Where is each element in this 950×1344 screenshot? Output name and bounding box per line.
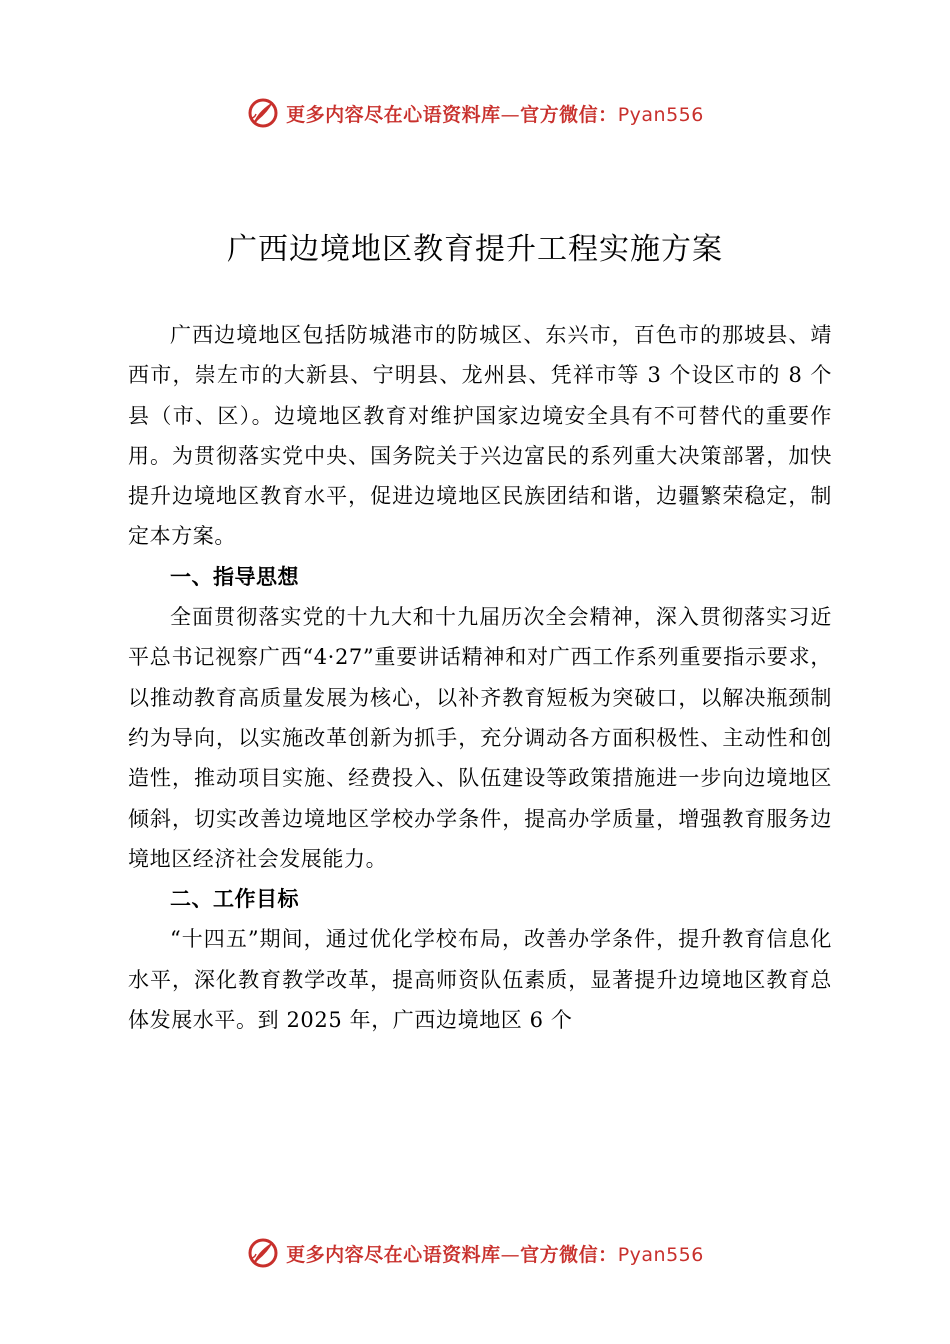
banner-text [286, 1240, 704, 1267]
section-paragraph: 全面贯彻落实党的十九大和十九届历次全会精神，深入贯彻落实习近平总书记视察广西“4·27”重要讲话精神和对广西工作系列重要指示要求，以推动教育高质量发展为核心，以补齐教育短板为突破口，以解决瓶颈制约为导向，以实施改革创新为抓手，充分调动各方面积极性、主动性和创造性，推动项目实施、经费投入、队伍建设等政策措施进一步向边境地区倾斜，切实改善边境地区学校办学条件，提高办学质量，增强教育服务边境地区经济社会发展能力。 [128, 605, 832, 871]
section-heading: 二、工作目标 [170, 887, 299, 912]
intro-paragraph: 广西边境地区包括防城港市的防城区、东兴市，百色市的那坡县、靖西市，崇左市的大新县、宁明县、龙州县、凭祥市等 3 个设区市的 8 个县（市、区）。边境地区教育对维护国家边境安全具有不可替代的重要作用。为贯彻落实党中央、国务院关于兴边富民的系列重大决策部署，加快提升边境地区教育水平，促进边境地区民族团结和谐，边疆繁荣稳定，制定本方案。 [128, 323, 832, 549]
quill-logo-icon [246, 1236, 280, 1270]
section-heading: 一、指导思想 [170, 564, 299, 589]
banner-dash: — [500, 1243, 521, 1266]
banner-wechat-label: 官方微信： [520, 103, 618, 126]
banner-site-name: 更多内容尽在心语资料库 [286, 103, 501, 126]
document-body [128, 315, 832, 1040]
footer-banner [0, 1233, 950, 1273]
banner-text [286, 100, 704, 127]
document-title: 广西边境地区教育提升工程实施方案 [227, 232, 723, 267]
header-banner [0, 93, 950, 133]
banner-wechat-label: 官方微信： [520, 1243, 618, 1266]
banner-dash: — [500, 103, 521, 126]
quill-logo-icon [246, 96, 280, 130]
banner-wechat-id: Pyan556 [617, 1243, 704, 1266]
banner-site-name: 更多内容尽在心语资料库 [286, 1243, 501, 1266]
banner-wechat-id: Pyan556 [617, 103, 704, 126]
section-paragraph: “十四五”期间，通过优化学校布局，改善办学条件，提升教育信息化水平，深化教育教学改革，提高师资队伍素质，显著提升边境地区教育总体发展水平。到 2025 年，广西边境地区 6 个 [128, 927, 832, 1033]
